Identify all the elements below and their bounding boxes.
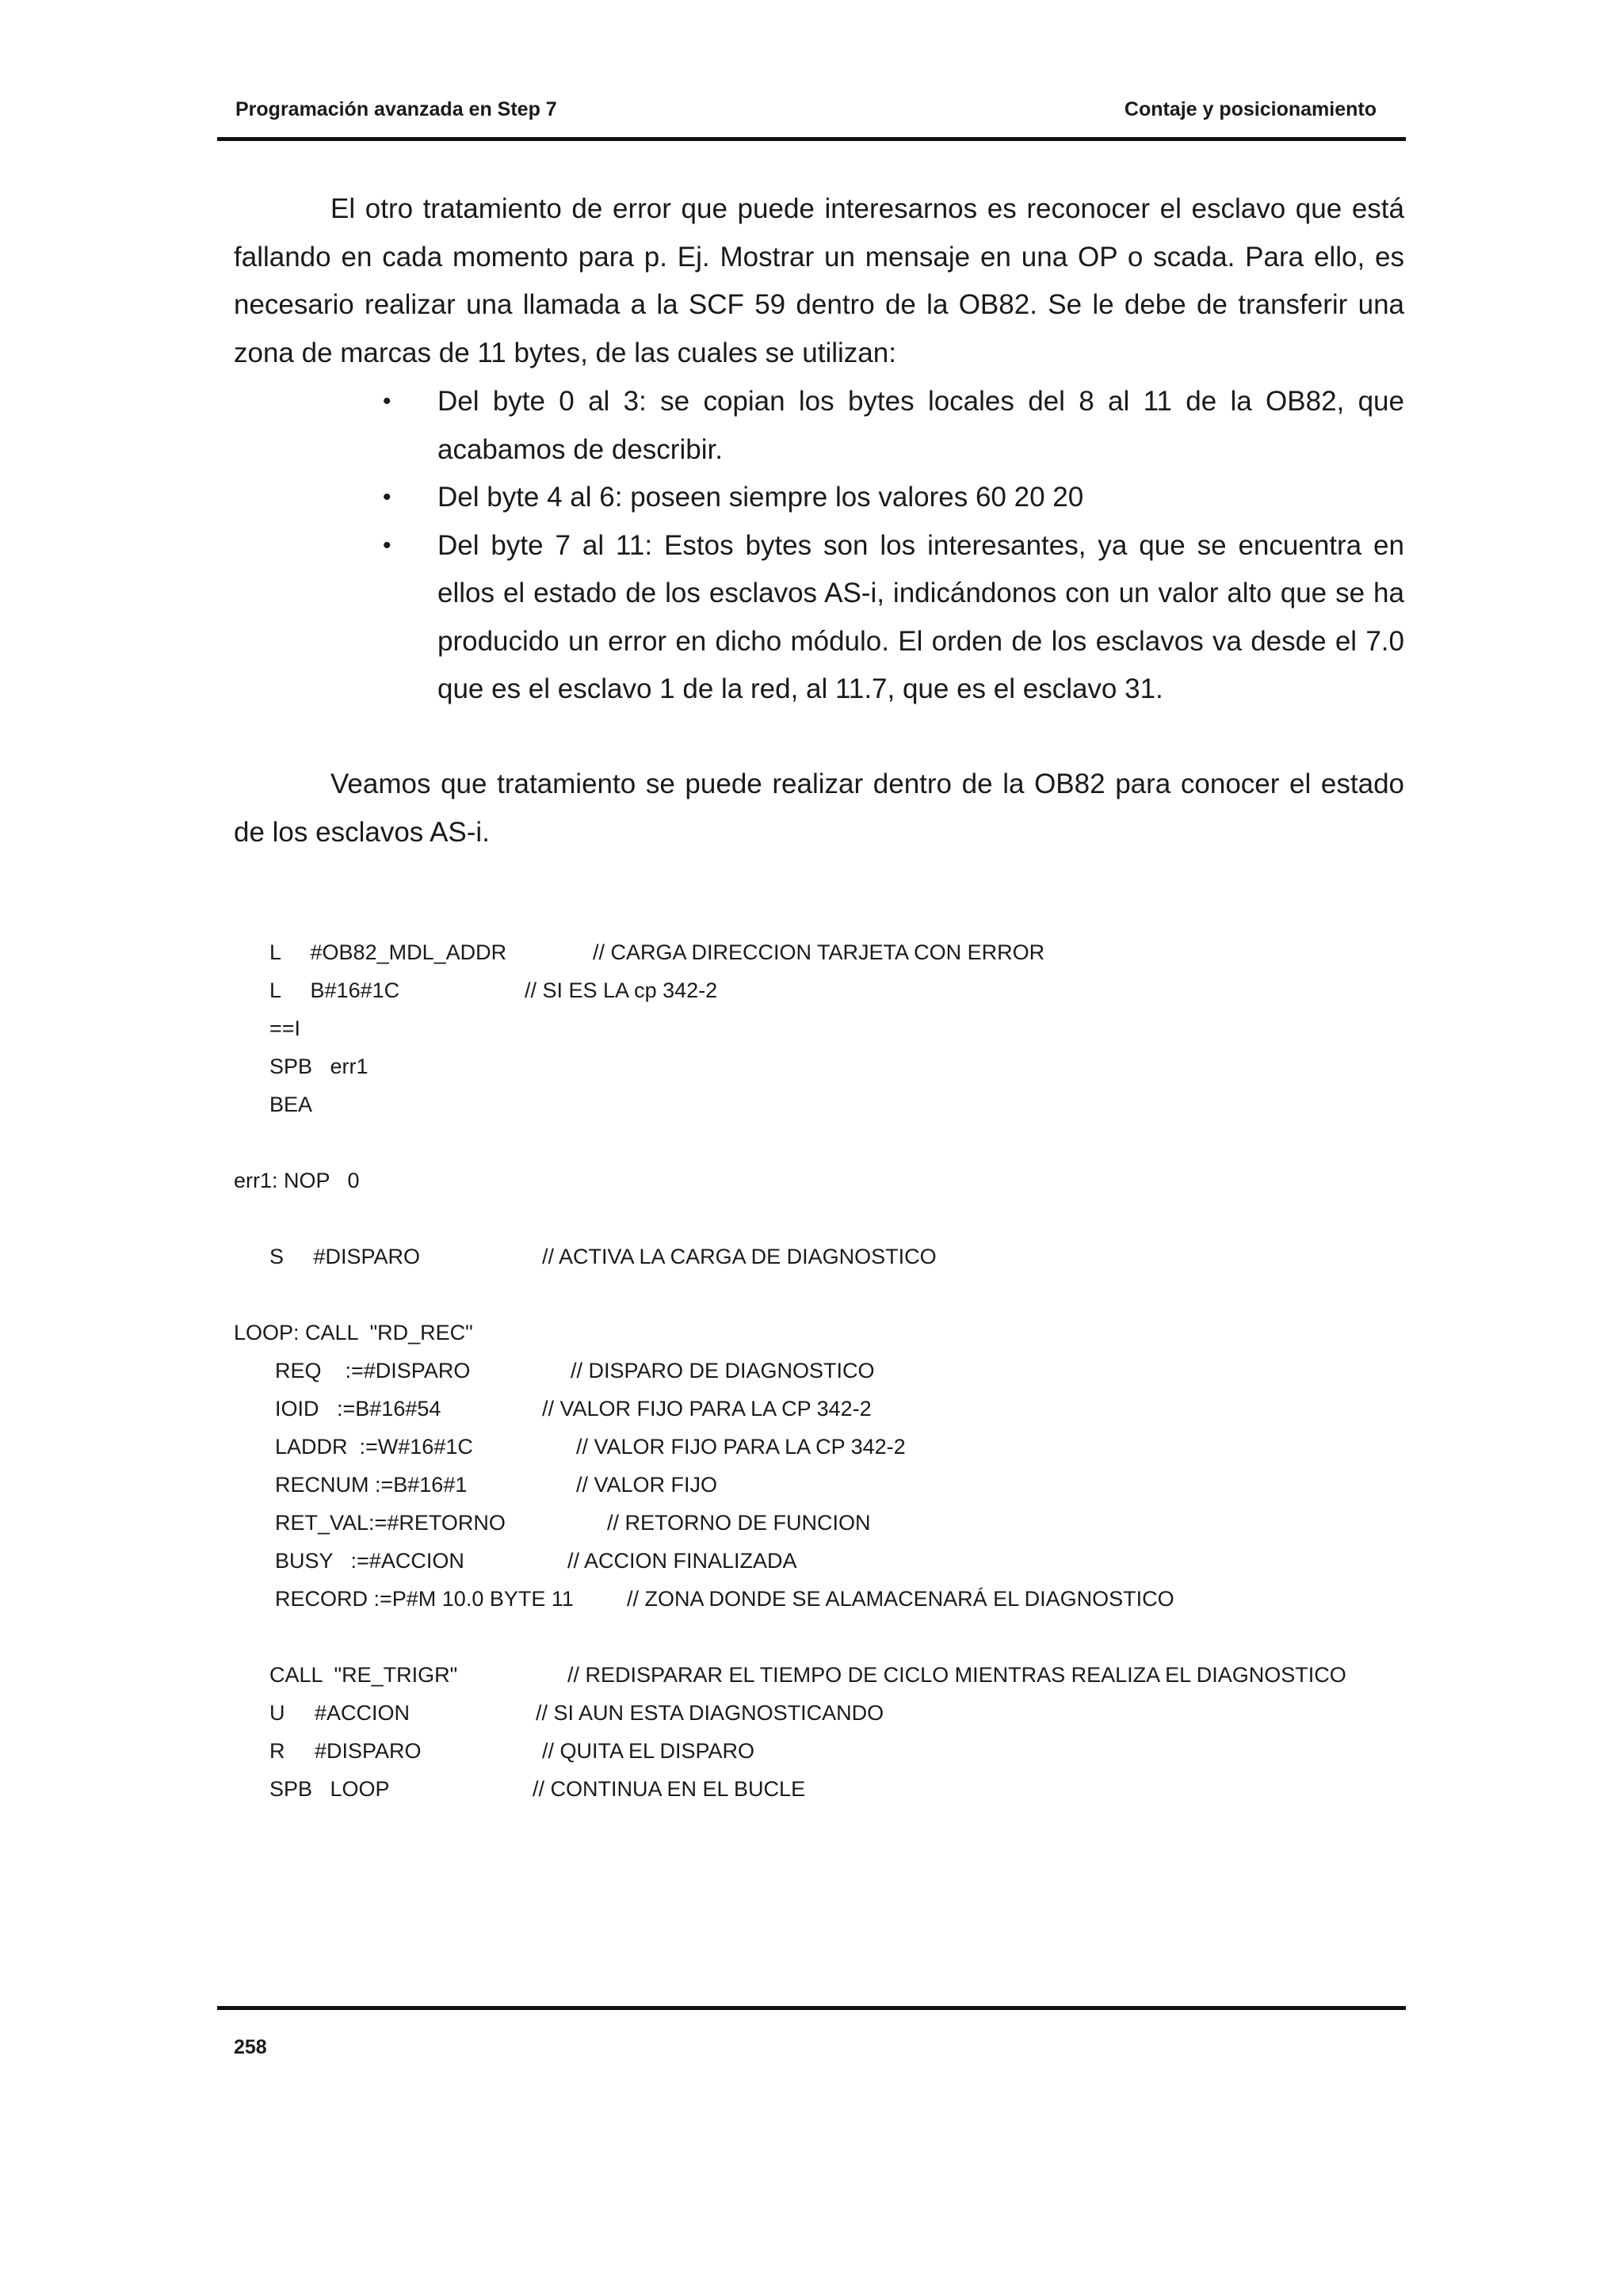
bullet-item — [383, 522, 1404, 714]
code-line: ==I — [269, 1016, 301, 1040]
bullet-icon: • — [383, 484, 391, 510]
code-comment: // RETORNO DE FUNCION — [607, 1511, 871, 1535]
bullet-list — [383, 378, 1404, 714]
code-comment: // VALOR FIJO — [576, 1473, 718, 1497]
bullet-item — [383, 474, 1404, 522]
code-comment: // DISPARO DE DIAGNOSTICO — [571, 1359, 875, 1383]
code-comment: // SI ES LA cp 342-2 — [525, 978, 718, 1002]
code-line: LADDR :=W#16#1C — [275, 1435, 473, 1459]
bullet-text: Del byte 7 al 11: Estos bytes son los interesantes, ya que se encuentra en ellos el estado de los esclavos AS-i, indicándonos con un valor alto que se ha producido un error en dicho módulo. El orden de los esclavos va desde el 7.0 que es el esclavo 1 de la red, al 11.7, que es el esclavo 31. — [437, 529, 1404, 704]
intro-paragraph — [234, 185, 1404, 377]
code-line: U #ACCION — [269, 1701, 411, 1725]
code-comment: // CARGA DIRECCION TARJETA CON ERROR — [593, 940, 1045, 964]
code-line: REQ :=#DISPARO — [275, 1359, 471, 1383]
bullet-text: Del byte 4 al 6: poseen siempre los valores 60 20 20 — [437, 482, 1084, 513]
code-comment: // ACCION FINALIZADA — [567, 1549, 797, 1573]
code-line: SPB LOOP — [269, 1777, 390, 1801]
code-line: IOID :=B#16#54 — [275, 1397, 441, 1421]
second-paragraph-text: Veamos que tratamiento se puede realizar dentro de la OB82 para conocer el estado de los esclavos AS-i. — [234, 769, 1404, 848]
code-comment: // QUITA EL DISPARO — [542, 1739, 755, 1763]
code-line: err1: NOP 0 — [234, 1169, 360, 1192]
code-line: SPB err1 — [269, 1055, 369, 1078]
code-comment: // VALOR FIJO PARA LA CP 342-2 — [542, 1397, 872, 1421]
intro-paragraph-text: El otro tratamiento de error que puede interesarnos es reconocer el esclavo que está fallando en cada momento para p. Ej. Mostrar un mensaje en una OP o scada. Para ello, es necesario realizar una llamada a la SCF 59 dentro de la OB82. Se le debe de transferir una zona de marcas de 11 bytes, de las cuales se utilizan: — [234, 193, 1404, 368]
bullet-icon: • — [383, 388, 391, 414]
code-line: L B#16#1C — [269, 978, 400, 1002]
code-comment: // SI AUN ESTA DIAGNOSTICANDO — [536, 1701, 884, 1725]
code-line: BUSY :=#ACCION — [275, 1549, 464, 1573]
code-line: BEA — [269, 1093, 313, 1116]
code-line: RECORD :=P#M 10.0 BYTE 11 — [275, 1587, 574, 1611]
code-line: CALL "RE_TRIGR" — [269, 1663, 458, 1687]
code-comment: // REDISPARAR EL TIEMPO DE CICLO MIENTRAS REALIZA EL DIAGNOSTICO — [567, 1663, 1346, 1687]
code-line: R #DISPARO — [269, 1739, 422, 1763]
bullet-text: Del byte 0 al 3: se copian los bytes locales del 8 al 11 de la OB82, que acabamos de describir. — [437, 386, 1404, 465]
bullet-icon: • — [383, 532, 391, 559]
code-line: RECNUM :=B#16#1 — [275, 1473, 468, 1497]
code-comment: // CONTINUA EN EL BUCLE — [533, 1777, 806, 1801]
header-rule — [217, 137, 1406, 141]
code-comment: // VALOR FIJO PARA LA CP 342-2 — [576, 1435, 906, 1459]
code-line: LOOP: CALL "RD_REC" — [234, 1321, 473, 1344]
code-line: RET_VAL:=#RETORNO — [275, 1511, 506, 1535]
code-comment: // ZONA DONDE SE ALAMACENARÁ EL DIAGNOSTICO — [627, 1587, 1174, 1611]
footer-rule — [217, 2006, 1406, 2010]
code-line: L #OB82_MDL_ADDR — [269, 940, 507, 964]
page-number: 258 — [234, 2036, 267, 2058]
running-header-right: Contaje y posicionamiento — [1124, 98, 1377, 120]
bullet-item — [383, 378, 1404, 474]
code-comment: // ACTIVA LA CARGA DE DIAGNOSTICO — [542, 1245, 937, 1268]
second-paragraph — [234, 761, 1404, 856]
running-header-left: Programación avanzada en Step 7 — [235, 98, 557, 120]
code-line: S #DISPARO — [269, 1245, 421, 1268]
